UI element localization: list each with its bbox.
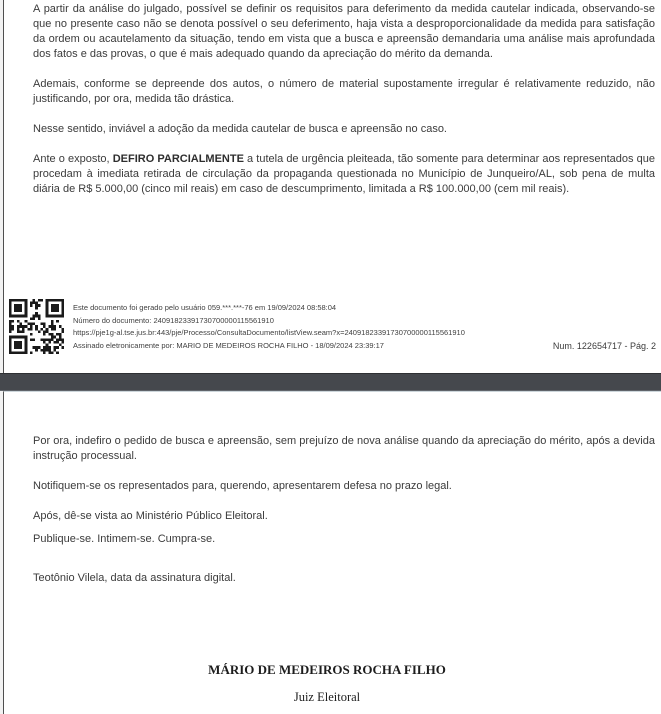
paragraph: A partir da análise do julgado, possível se definir os requisitos para deferimento da medida cautelar indicada, observando-se que no presente caso não se denota possível o seu deferimento, haja vista a desproporcionalidade da medida para satisfação da ordem ou acautelamento da situação, tendo em vista que a busca e apreensão demandaria uma análise mais aprofundada dos fatos e das provas, o que é mais adequado quando da apreciação do mérito da demanda. (33, 3, 655, 60)
document-page-2 (3, 391, 661, 714)
page-2-body (4, 392, 661, 705)
signature-block (33, 662, 621, 705)
decision-prefix: Ante o exposto, (33, 153, 113, 165)
paragraph: Notifiquem-se os representados para, querendo, apresentarem defesa no prazo legal. (33, 480, 452, 492)
paragraph: Ademais, conforme se depreende dos autos, o número de material supostamente irregular é relativamente reduzido, não justificando, por ora, medida tão drástica. (33, 78, 655, 105)
document-consultation-url[interactable]: https://pje1g-al.tse.jus.br:443/pje/Processo/ConsultaDocumento/listView.seam?x=24091823391730700000115561910 (73, 328, 465, 338)
decision-bold-text: DEFIRO PARCIALMENTE (112, 153, 244, 165)
page-1-body (4, 0, 661, 197)
footer-generated-line: Este documento foi gerado pelo usuário 059.***.***-76 em 19/09/2024 08:58:04 (73, 303, 337, 312)
footer-signed-line: Assinado eletronicamente por: MARIO DE MEDEIROS ROCHA FILHO - 18/09/2024 23:39:17 (73, 340, 384, 350)
decision-suffix: a tutela de urgência pleiteada, tão somente para determinar aos representados que procedam à imediata retirada de circulação da propaganda questionada no Município de Junqueiro/AL, sob pena de multa diária de R$ 5.000,00 (cinco mil reais) em caso de descumprimento, limitada a R$ 100.000,00 (cem mil reais). (33, 153, 656, 195)
paragraph: Teotônio Vilela, data da assinatura digital. (33, 572, 236, 584)
paragraph: Publique-se. Intimem-se. Cumpra-se. (33, 533, 216, 545)
page-number-label: Num. 122654717 - Pág. 2 (552, 341, 656, 351)
page-divider (0, 373, 661, 391)
judge-name: MÁRIO DE MEDEIROS ROCHA FILHO (208, 662, 446, 677)
footer-document-number: Número do documento: 24091823391730700000115561910 (73, 315, 274, 325)
judge-role: Juiz Eleitoral (293, 690, 361, 704)
paragraph: Nesse sentido, inviável a adoção da medida cautelar de busca e apreensão no caso. (33, 123, 447, 135)
decision-paragraph (33, 152, 655, 197)
paragraph: Após, dê-se vista ao Ministério Público Eleitoral. (33, 510, 268, 522)
signature-footer (73, 302, 465, 352)
document-page-1 (3, 0, 661, 373)
qr-code (9, 299, 64, 354)
paragraph: Por ora, indefiro o pedido de busca e apreensão, sem prejuízo de nova análise quando da apreciação do mérito, após a devida instrução processual. (33, 435, 655, 462)
